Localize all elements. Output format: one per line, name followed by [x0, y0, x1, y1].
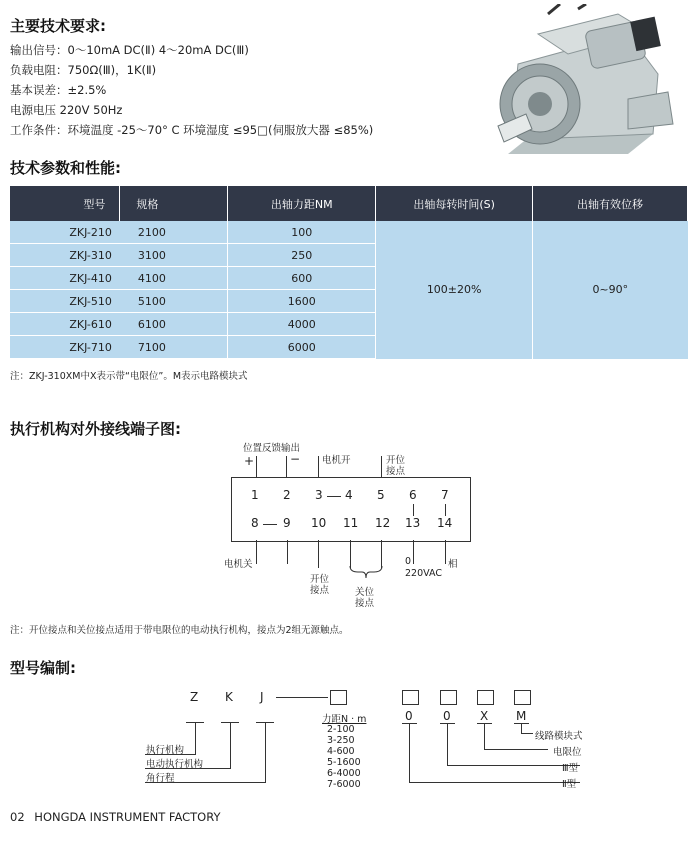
torque-item: 3-250 [327, 735, 355, 746]
code-letter-z: Z [190, 690, 199, 704]
terminal-3: 3 [315, 488, 323, 502]
code-box-1 [402, 690, 419, 705]
params-note: 注：ZKJ-310XM中X表示带“电限位”。M表示电路模块式 [10, 371, 248, 382]
terminal-title: 执行机构对外接线端子图: [10, 420, 181, 438]
label-minus: − [290, 452, 301, 466]
code-torque-box [330, 690, 347, 705]
cell-torque: 6000 [228, 336, 376, 359]
label-close-contact-2: 接点 [355, 598, 375, 609]
terminal-5: 5 [377, 488, 385, 502]
footer [10, 810, 221, 824]
terminal-13: 13 [405, 516, 421, 530]
torque-list-head: 力距N · m [322, 714, 367, 725]
cell-torque: 1600 [228, 290, 376, 313]
label-electric-actuator: 电动执行机构 [146, 759, 204, 770]
code-right-0a: 0 [405, 709, 413, 723]
torque-item: 5-1600 [327, 757, 361, 768]
label-angular-stroke: 角行程 [146, 773, 175, 784]
cell-model: ZKJ-410 [10, 267, 120, 290]
code-right-m: M [516, 709, 527, 723]
company-name: HONGDA INSTRUMENT FACTORY [34, 810, 221, 824]
cell-spec: 6100 [120, 313, 228, 336]
requirement-line: 工作条件：环境温度 -25～70° C 环境湿度 ≤95□(伺服放大器 ≤85%) [10, 123, 374, 137]
label-motor-open: 电机开 [322, 455, 351, 466]
label-actuator: 执行机构 [146, 745, 185, 756]
terminal-block [231, 477, 471, 542]
terminal-14: 14 [437, 516, 453, 530]
requirements-title: 主要技术要求: [10, 17, 106, 35]
header-displacement: 出轴有效位移 [533, 186, 688, 221]
cell-model: ZKJ-310 [10, 244, 120, 267]
label-type-iii: Ⅲ型 [562, 763, 579, 774]
torque-item: 4-600 [327, 746, 355, 757]
label-phase: 相 [448, 559, 458, 570]
requirements-list [10, 40, 480, 140]
code-letter-j: J [260, 690, 264, 704]
label-motor-close: 电机关 [224, 559, 253, 570]
close-contact-brace [348, 566, 384, 580]
terminal-6: 6 [409, 488, 417, 502]
cell-model: ZKJ-710 [10, 336, 120, 359]
terminal-8: 8 [251, 516, 259, 530]
cell-spec: 5100 [120, 290, 228, 313]
requirement-line: 基本误差：±2.5% [10, 83, 107, 97]
header-model: 型号 [10, 186, 120, 221]
cell-model: ZKJ-510 [10, 290, 120, 313]
header-time: 出轴每转时间(S) [376, 186, 533, 221]
cell-torque: 250 [228, 244, 376, 267]
cell-spec: 2100 [120, 221, 228, 244]
cell-torque: 100 [228, 221, 376, 244]
actuator-product-image [478, 4, 688, 169]
table-row [10, 221, 688, 244]
code-box-2 [440, 690, 457, 705]
cell-model: ZKJ-210 [10, 221, 120, 244]
label-plus: + [244, 454, 255, 468]
label-module: 线路模块式 [535, 731, 583, 742]
code-letter-k: K [225, 690, 233, 704]
code-box-3 [477, 690, 494, 705]
label-open-contact-top: 开位 [386, 455, 406, 466]
torque-item: 2-100 [327, 724, 355, 735]
label-open-contact-b1: 开位 [310, 574, 330, 585]
label-close-contact-1: 关位 [355, 587, 375, 598]
label-open-contact-b2: 接点 [310, 585, 330, 596]
label-limit: 电限位 [553, 747, 582, 758]
requirement-line: 电源电压 220V 50Hz [10, 103, 123, 117]
cell-torque: 600 [228, 267, 376, 290]
torque-list [327, 724, 361, 790]
header-torque: 出轴力距NM [228, 186, 376, 221]
label-zero: 0 [405, 556, 412, 567]
cell-spec: 7100 [120, 336, 228, 359]
cell-spec: 4100 [120, 267, 228, 290]
torque-item: 7-6000 [327, 779, 361, 790]
spec-table [10, 186, 688, 359]
requirement-line: 负载电阻：750Ω(Ⅲ)，1K(Ⅱ) [10, 63, 157, 77]
terminal-1: 1 [251, 488, 259, 502]
requirement-line: 输出信号：0～10mA DC(Ⅱ) 4～20mA DC(Ⅲ) [10, 43, 249, 57]
code-right-x: X [480, 709, 489, 723]
terminal-2: 2 [283, 488, 291, 502]
label-open-contact-top2: 接点 [386, 466, 406, 477]
cell-time: 100±20% [376, 221, 533, 359]
terminal-12: 12 [375, 516, 391, 530]
cell-spec: 3100 [120, 244, 228, 267]
label-feedback: 位置反馈输出 [243, 443, 301, 454]
page-number: 02 [10, 810, 25, 824]
terminal-9: 9 [283, 516, 291, 530]
label-type-ii: Ⅱ型 [562, 779, 577, 790]
code-right-0b: 0 [443, 709, 451, 723]
cell-displacement: 0~90° [533, 221, 688, 359]
terminal-note: 注：开位接点和关位接点适用于带电限位的电动执行机构，接点为2组无源触点。 [10, 625, 349, 636]
terminal-10: 10 [311, 516, 327, 530]
cell-torque: 4000 [228, 313, 376, 336]
label-vac: 220VAC [405, 568, 442, 579]
cell-model: ZKJ-610 [10, 313, 120, 336]
torque-item: 6-4000 [327, 768, 361, 779]
terminal-11: 11 [343, 516, 359, 530]
code-box-4 [514, 690, 531, 705]
model-code-title: 型号编制: [10, 659, 76, 677]
params-title: 技术参数和性能: [10, 159, 121, 177]
terminal-4: 4 [345, 488, 353, 502]
terminal-7: 7 [441, 488, 449, 502]
spec-table-header-row [10, 186, 688, 221]
header-spec: 规格 [120, 186, 228, 221]
